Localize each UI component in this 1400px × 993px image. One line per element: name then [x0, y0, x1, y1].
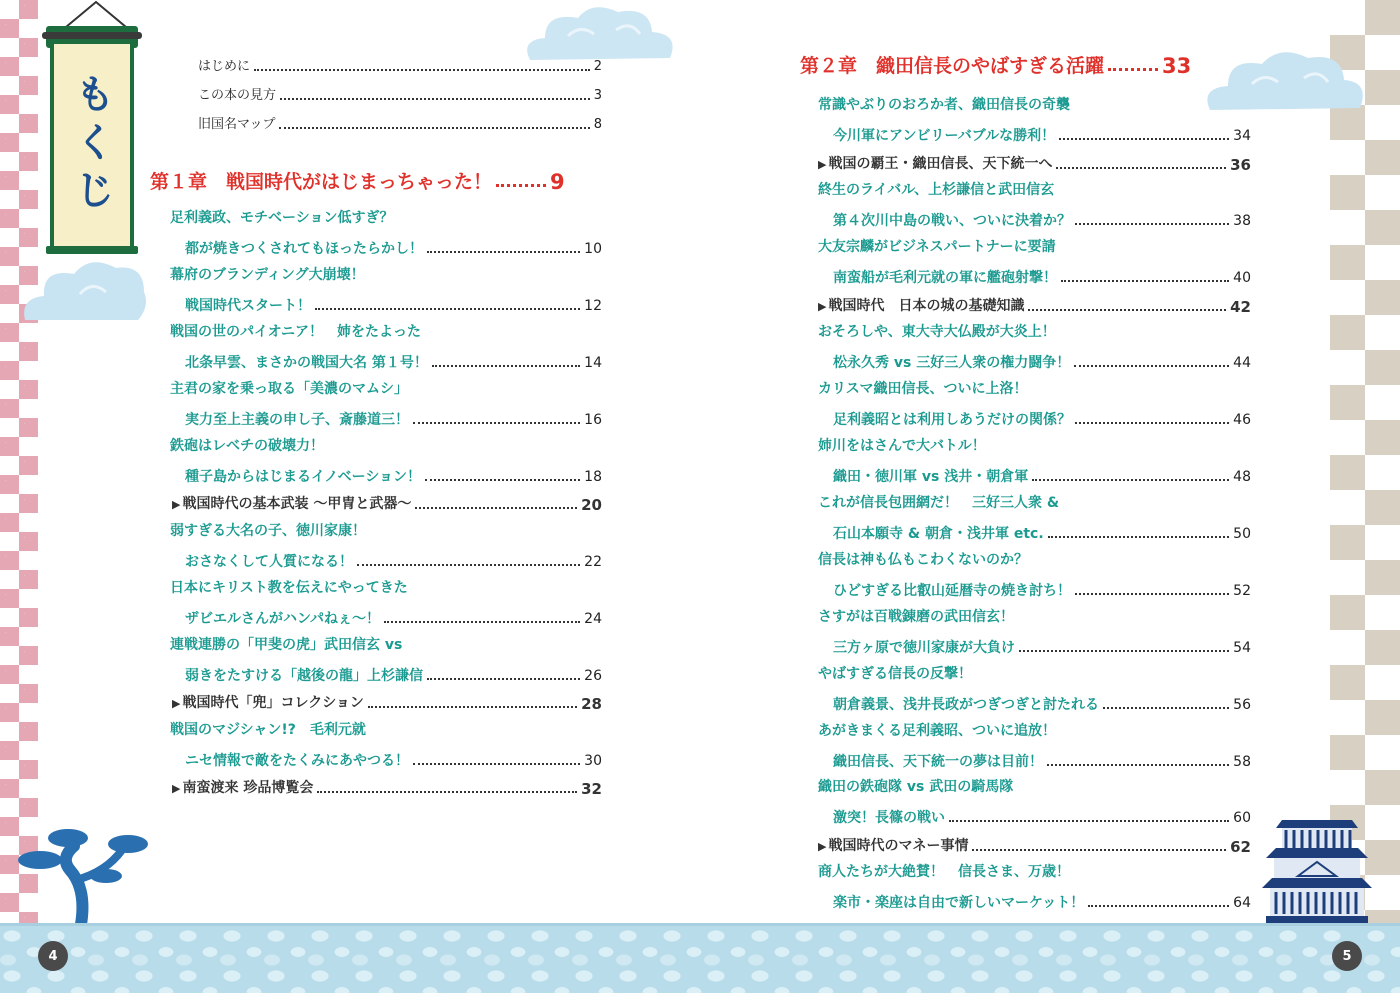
toc-heading: 戦国の世のパイオニア！ 姉をたよった — [170, 324, 422, 340]
cloud-top-right — [1200, 40, 1370, 120]
toc-intro-hajimeni[interactable]: はじめに 2 — [198, 59, 602, 74]
toc-heading: 主君の家を乗っ取る「美濃のマムシ」 — [170, 381, 408, 397]
scroll-bottom-bar — [46, 246, 138, 254]
toc-entry[interactable]: 第４次川中島の戦い、ついに決着か？ 38 — [833, 213, 1251, 229]
left-checker-border — [0, 0, 38, 930]
toc-entry[interactable]: 織田信長、天下統一の夢は目前！ 58 — [833, 754, 1251, 770]
stone-wall-band — [0, 923, 1400, 993]
toc-special-entry[interactable]: ▶ 戦国の覇王・織田信長、天下統一へ 36 — [818, 156, 1251, 174]
toc-entry[interactable]: おさなくして人質になる！ 22 — [185, 554, 602, 570]
toc-special-entry[interactable]: ▶ 戦国時代のマネー事情 62 — [818, 838, 1251, 856]
cloud-left — [20, 250, 150, 330]
toc-entry[interactable]: ザビエルさんがハンパねぇ〜！ 24 — [185, 611, 602, 627]
toc-entry[interactable]: 朝倉義景、浅井長政がつぎつぎと討たれる 56 — [833, 697, 1251, 713]
triangle-marker-icon: ▶ — [172, 697, 181, 710]
toc-heading: さすがは百戦錬磨の武田信玄！ — [818, 609, 1014, 625]
page-number-right: 5 — [1332, 941, 1362, 971]
toc-special-entry[interactable]: ▶ 戦国時代「兜」コレクション 28 — [172, 695, 602, 713]
toc-entry[interactable]: 南蛮船が毛利元就の軍に艦砲射撃！ 40 — [833, 270, 1251, 286]
pine-tree-illustration — [10, 820, 160, 930]
toc-heading: 商人たちが大絶賛！ 信長さま、万歳！ — [818, 864, 1070, 880]
toc-entry[interactable]: 今川軍にアンビリーバブルな勝利！ 34 — [833, 128, 1251, 144]
toc-heading: 終生のライバル、上杉謙信と武田信玄 — [818, 182, 1055, 198]
toc-heading: 常識やぶりのおろか者、織田信長の奇襲 — [818, 97, 1070, 113]
toc-heading: 戦国のマジシャン!? 毛利元就 — [170, 722, 366, 738]
toc-intro-old-province-map[interactable]: 旧国名マップ 8 — [198, 117, 602, 132]
toc-heading: 姉川をはさんで大バトル！ — [818, 438, 986, 454]
page-number-left: 4 — [38, 941, 68, 971]
toc-entry[interactable]: 激突！長篠の戦い 60 — [833, 810, 1251, 826]
toc-heading: 幕府のブランディング大崩壊！ — [170, 267, 365, 283]
scroll-title-banner — [50, 44, 134, 250]
toc-heading: 日本にキリスト教を伝えにやってきた — [170, 580, 408, 596]
toc-chapter-2[interactable]: 第２章 織田信長のやばすぎる活躍 33 — [800, 54, 1192, 78]
toc-heading: これが信長包囲網だ！ 三好三人衆 & — [818, 495, 1060, 511]
toc-entry[interactable]: 北条早雲、まさかの戦国大名 第１号！ 14 — [185, 355, 602, 371]
toc-heading: 連戦連勝の「甲斐の虎」武田信玄 vs — [170, 637, 403, 653]
toc-entry[interactable]: 松永久秀 vs 三好三人衆の権力闘争！ 44 — [833, 355, 1251, 371]
triangle-marker-icon: ▶ — [818, 300, 827, 313]
triangle-marker-icon: ▶ — [818, 840, 827, 853]
toc-entry[interactable]: 戦国時代スタート！ 12 — [185, 298, 602, 314]
page-title: もくじ — [68, 73, 115, 217]
triangle-marker-icon: ▶ — [172, 782, 181, 795]
toc-special-entry[interactable]: ▶ 南蛮渡来 珍品博覧会 32 — [172, 780, 602, 798]
toc-special-entry[interactable]: ▶ 戦国時代の基本武装 〜甲冑と武器〜 20 — [172, 496, 602, 514]
toc-heading: 弱すぎる大名の子、徳川家康！ — [170, 523, 366, 539]
toc-entry[interactable]: 三方ヶ原で徳川家康が大負け 54 — [833, 640, 1251, 656]
toc-special-entry[interactable]: ▶ 戦国時代 日本の城の基礎知識 42 — [818, 298, 1251, 316]
scroll-rod — [42, 32, 142, 39]
toc-heading: あがきまくる足利義昭、ついに追放！ — [818, 723, 1056, 739]
toc-entry[interactable]: 実力至上主義の申し子、斎藤道三！ 16 — [185, 412, 602, 428]
toc-entry[interactable]: 都が焼きつくされてもほったらかし！ 10 — [185, 241, 602, 257]
toc-entry[interactable]: 種子島からはじまるイノベーション！ 18 — [185, 469, 602, 485]
toc-entry[interactable]: 楽市・楽座は自由で新しいマーケット！ 64 — [833, 895, 1251, 911]
triangle-marker-icon: ▶ — [818, 158, 827, 171]
toc-intro-how-to-read[interactable]: この本の見方 3 — [198, 88, 602, 103]
toc-entry[interactable]: 足利義昭とは利用しあうだけの関係？ 46 — [833, 412, 1251, 428]
toc-entry[interactable]: 石山本願寺 & 朝倉・浅井軍 etc. 50 — [833, 526, 1251, 542]
toc-entry[interactable]: 弱きをたすける「越後の龍」上杉謙信 26 — [185, 668, 602, 684]
toc-heading: 織田の鉄砲隊 vs 武田の騎馬隊 — [818, 779, 1014, 795]
right-checker-border — [1330, 0, 1400, 930]
toc-entry[interactable]: 織田・徳川軍 vs 浅井・朝倉軍 48 — [833, 469, 1251, 485]
toc-chapter-1[interactable]: 第１章 戦国時代がはじまっちゃった！ 9 — [150, 170, 565, 194]
toc-heading: 足利義政、モチベーション低すぎ？ — [170, 210, 394, 226]
toc-heading: おそろしや、東大寺大仏殿が大炎上！ — [818, 324, 1056, 340]
triangle-marker-icon: ▶ — [172, 498, 181, 511]
toc-heading: 鉄砲はレベチの破壊力！ — [170, 438, 324, 454]
toc-heading: カリスマ織田信長、ついに上洛！ — [818, 381, 1028, 397]
toc-heading: 信長は神も仏もこわくないのか？ — [818, 552, 1028, 568]
toc-entry[interactable]: ひどすぎる比叡山延暦寺の焼き討ち！ 52 — [833, 583, 1251, 599]
toc-heading: やばすぎる信長の反撃！ — [818, 666, 972, 682]
toc-heading: 大友宗麟がビジネスパートナーに要請 — [818, 239, 1056, 255]
castle-illustration — [1262, 812, 1372, 930]
toc-entry[interactable]: ニセ情報で敵をたくみにあやつる！ 30 — [185, 753, 602, 769]
